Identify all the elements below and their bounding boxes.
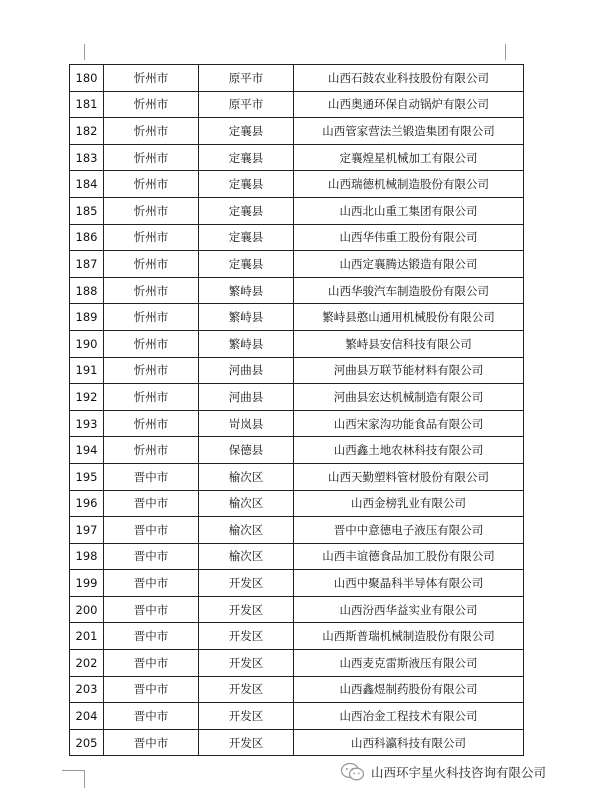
row-number: 205 xyxy=(70,729,104,756)
table-row xyxy=(70,277,524,304)
city-cell: 忻州市 xyxy=(104,384,199,411)
county-cell: 开发区 xyxy=(199,596,294,623)
county-cell: 开发区 xyxy=(199,676,294,703)
row-number: 180 xyxy=(70,65,104,92)
company-cell: 山西瑞德机械制造股份有限公司 xyxy=(294,171,524,198)
table-row xyxy=(70,570,524,597)
company-cell: 山西北山重工集团有限公司 xyxy=(294,197,524,224)
county-cell: 定襄县 xyxy=(199,197,294,224)
county-cell: 定襄县 xyxy=(199,171,294,198)
table-row xyxy=(70,65,524,92)
company-cell: 山西中聚晶科半导体有限公司 xyxy=(294,570,524,597)
city-cell: 忻州市 xyxy=(104,251,199,278)
city-cell: 忻州市 xyxy=(104,304,199,331)
table-row xyxy=(70,224,524,251)
company-cell: 山西汾西华益实业有限公司 xyxy=(294,596,524,623)
row-number: 196 xyxy=(70,490,104,517)
city-cell: 晋中市 xyxy=(104,650,199,677)
table-row xyxy=(70,463,524,490)
row-number: 193 xyxy=(70,410,104,437)
county-cell: 开发区 xyxy=(199,703,294,730)
county-cell: 开发区 xyxy=(199,729,294,756)
city-cell: 忻州市 xyxy=(104,410,199,437)
city-cell: 忻州市 xyxy=(104,118,199,145)
company-cell: 山西金榜乳业有限公司 xyxy=(294,490,524,517)
row-number: 201 xyxy=(70,623,104,650)
table-row xyxy=(70,91,524,118)
row-number: 182 xyxy=(70,118,104,145)
company-cell: 山西华骏汽车制造股份有限公司 xyxy=(294,277,524,304)
company-cell: 山西鑫煜制药股份有限公司 xyxy=(294,676,524,703)
source-footer xyxy=(340,762,546,782)
row-number: 183 xyxy=(70,144,104,171)
company-cell: 山西斯普瑞机械制造股份有限公司 xyxy=(294,623,524,650)
row-number: 187 xyxy=(70,251,104,278)
county-cell: 榆次区 xyxy=(199,517,294,544)
company-cell: 山西管家营法兰锻造集团有限公司 xyxy=(294,118,524,145)
company-cell: 繁峙县憨山通用机械股份有限公司 xyxy=(294,304,524,331)
city-cell: 忻州市 xyxy=(104,277,199,304)
table-row xyxy=(70,330,524,357)
county-cell: 开发区 xyxy=(199,570,294,597)
company-cell: 山西宋家沟功能食品有限公司 xyxy=(294,410,524,437)
wechat-icon xyxy=(340,762,366,782)
city-cell: 忻州市 xyxy=(104,171,199,198)
county-cell: 定襄县 xyxy=(199,224,294,251)
row-number: 184 xyxy=(70,171,104,198)
city-cell: 忻州市 xyxy=(104,437,199,464)
county-cell: 繁峙县 xyxy=(199,304,294,331)
city-cell: 晋中市 xyxy=(104,729,199,756)
county-cell: 繁峙县 xyxy=(199,277,294,304)
table-row xyxy=(70,703,524,730)
table-row xyxy=(70,171,524,198)
row-number: 200 xyxy=(70,596,104,623)
county-cell: 保德县 xyxy=(199,437,294,464)
county-cell: 原平市 xyxy=(199,91,294,118)
county-cell: 河曲县 xyxy=(199,384,294,411)
company-cell: 河曲县万联节能材料有限公司 xyxy=(294,357,524,384)
row-number: 181 xyxy=(70,91,104,118)
city-cell: 晋中市 xyxy=(104,490,199,517)
city-cell: 忻州市 xyxy=(104,330,199,357)
city-cell: 晋中市 xyxy=(104,463,199,490)
row-number: 204 xyxy=(70,703,104,730)
county-cell: 岢岚县 xyxy=(199,410,294,437)
county-cell: 开发区 xyxy=(199,623,294,650)
row-number: 186 xyxy=(70,224,104,251)
table-row xyxy=(70,596,524,623)
row-number: 190 xyxy=(70,330,104,357)
row-number: 191 xyxy=(70,357,104,384)
company-cell: 河曲县宏达机械制造有限公司 xyxy=(294,384,524,411)
enterprise-table xyxy=(69,64,524,756)
company-cell: 山西定襄腾达锻造有限公司 xyxy=(294,251,524,278)
company-cell: 山西奥通环保自动锅炉有限公司 xyxy=(294,91,524,118)
city-cell: 忻州市 xyxy=(104,197,199,224)
table-row xyxy=(70,650,524,677)
table-row xyxy=(70,729,524,756)
source-label: 山西环宇星火科技咨询有限公司 xyxy=(371,765,547,780)
county-cell: 榆次区 xyxy=(199,463,294,490)
table-row xyxy=(70,384,524,411)
table-row xyxy=(70,251,524,278)
row-number: 197 xyxy=(70,517,104,544)
county-cell: 定襄县 xyxy=(199,118,294,145)
city-cell: 忻州市 xyxy=(104,144,199,171)
company-cell: 山西鑫土地农林科技有限公司 xyxy=(294,437,524,464)
row-number: 189 xyxy=(70,304,104,331)
city-cell: 忻州市 xyxy=(104,91,199,118)
table-row xyxy=(70,197,524,224)
table-row xyxy=(70,437,524,464)
crop-mark-top-right xyxy=(505,44,506,60)
row-number: 198 xyxy=(70,543,104,570)
city-cell: 晋中市 xyxy=(104,543,199,570)
crop-mark-bottom-left-v xyxy=(84,770,85,788)
table-row xyxy=(70,304,524,331)
table-row xyxy=(70,543,524,570)
city-cell: 晋中市 xyxy=(104,570,199,597)
table-row xyxy=(70,676,524,703)
row-number: 195 xyxy=(70,463,104,490)
company-cell: 山西华伟重工股份有限公司 xyxy=(294,224,524,251)
table-row xyxy=(70,357,524,384)
table-row xyxy=(70,517,524,544)
county-cell: 原平市 xyxy=(199,65,294,92)
row-number: 192 xyxy=(70,384,104,411)
company-cell: 繁峙县安信科技有限公司 xyxy=(294,330,524,357)
county-cell: 榆次区 xyxy=(199,543,294,570)
table-row xyxy=(70,118,524,145)
row-number: 188 xyxy=(70,277,104,304)
crop-mark-bottom-left xyxy=(62,770,84,771)
table-row xyxy=(70,623,524,650)
county-cell: 开发区 xyxy=(199,650,294,677)
county-cell: 榆次区 xyxy=(199,490,294,517)
company-cell: 山西冶金工程技术有限公司 xyxy=(294,703,524,730)
enterprise-table-body xyxy=(70,65,524,756)
county-cell: 定襄县 xyxy=(199,144,294,171)
row-number: 185 xyxy=(70,197,104,224)
company-cell: 晋中中意德电子液压有限公司 xyxy=(294,517,524,544)
company-cell: 山西丰谊德食品加工股份有限公司 xyxy=(294,543,524,570)
city-cell: 忻州市 xyxy=(104,224,199,251)
county-cell: 定襄县 xyxy=(199,251,294,278)
row-number: 194 xyxy=(70,437,104,464)
county-cell: 繁峙县 xyxy=(199,330,294,357)
table-row xyxy=(70,144,524,171)
city-cell: 忻州市 xyxy=(104,357,199,384)
company-cell: 山西科瀛科技有限公司 xyxy=(294,729,524,756)
city-cell: 晋中市 xyxy=(104,676,199,703)
city-cell: 忻州市 xyxy=(104,65,199,92)
row-number: 199 xyxy=(70,570,104,597)
city-cell: 晋中市 xyxy=(104,703,199,730)
company-cell: 山西麦克雷斯液压有限公司 xyxy=(294,650,524,677)
county-cell: 河曲县 xyxy=(199,357,294,384)
table-row xyxy=(70,410,524,437)
row-number: 203 xyxy=(70,676,104,703)
crop-mark-top-left xyxy=(84,44,85,60)
company-cell: 定襄煌星机械加工有限公司 xyxy=(294,144,524,171)
row-number: 202 xyxy=(70,650,104,677)
city-cell: 晋中市 xyxy=(104,596,199,623)
company-cell: 山西天勤塑料管材股份有限公司 xyxy=(294,463,524,490)
table-row xyxy=(70,490,524,517)
city-cell: 晋中市 xyxy=(104,517,199,544)
company-cell: 山西石鼓农业科技股份有限公司 xyxy=(294,65,524,92)
city-cell: 晋中市 xyxy=(104,623,199,650)
